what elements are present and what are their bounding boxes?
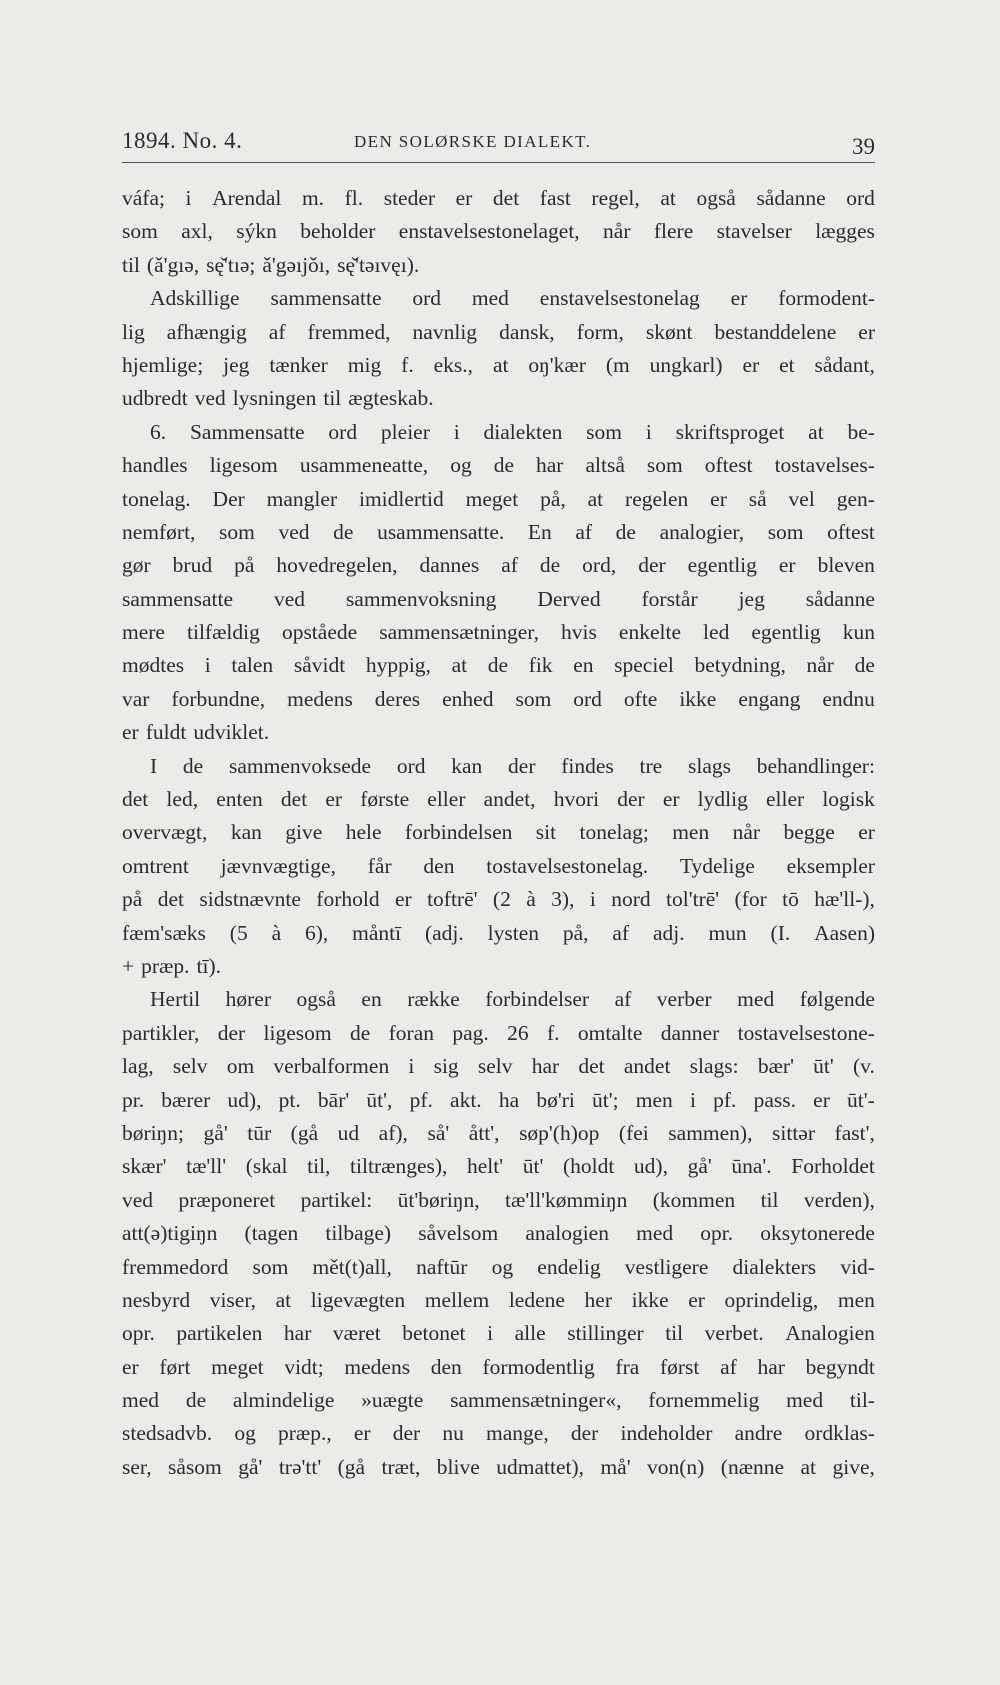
header-title: DEN SOLØRSKE DIALEKT. [354, 132, 592, 151]
text-line: skær' tæ'll' (skal til, tiltrænges), helt' ūt' (holdt ud), gå' ūna'. Forholdet [122, 1154, 875, 1179]
text-line: váfa; i Arendal m. fl. steder er det fast regel, at også sådanne ord [122, 186, 875, 210]
running-header [122, 118, 875, 158]
text-line: stedsadvb. og præp., er der nu mange, der indeholder andre ordklas- [122, 1421, 875, 1446]
text-line: det led, enten det er første eller andet, hvori der er lydlig eller logisk [122, 787, 875, 812]
text-line: overvægt, kan give hele forbindelsen sit tonelag; men når begge er [122, 820, 875, 845]
text-line: til (ǎ'gıə, sę̌'tıə; ǎ'gəıjǒı, sę̌'təıvęı). [122, 252, 420, 277]
text-line: hjemlige; jeg tænker mig f. eks., at oŋ'kær (m ungkarl) er et sådant, [122, 352, 875, 377]
text-line: fæm'sæks (5 à 6), måntī (adj. lysten på, af adj. mun (I. Aasen) [122, 920, 875, 945]
text-line: ved præponeret partikel: ūt'børiŋn, tæ'll'kømmiŋn (kommen til verden), [122, 1187, 875, 1212]
text-line: lag, selv om verbalformen i sig selv har det andet slags: bær' ūt' (v. [122, 1054, 875, 1079]
text-line: mere tilfældig opståede sammensætninger, hvis enkelte led egentlig kun [122, 620, 875, 645]
text-line: med de almindelige »uægte sammensætninger«, fornemmelig med til- [122, 1388, 875, 1413]
text-line: omtrent jævnvægtige, får den tostavelsestonelag. Tydelige eksempler [122, 853, 875, 878]
text-line: tonelag. Der mangler imidlertid meget på, at regelen er så vel gen- [122, 486, 875, 511]
text-line: Hertil hører også en række forbindelser af verber med følgende [150, 987, 875, 1012]
text-line: udbredt ved lysningen til ægteskab. [122, 386, 434, 411]
text-line: på det sidstnævnte forhold er toftrē' (2 à 3), i nord tol'trē' (for tō hæ'll-), [122, 887, 875, 912]
text-line: + præp. tī). [122, 953, 221, 978]
text-line: var forbundne, medens deres enhed som ord ofte ikke engang endnu [122, 686, 875, 711]
text-line: fremmedord som mět(t)all, naftūr og endelig vestligere dialekters vid- [122, 1254, 875, 1279]
text-line: ser, såsom gå' trə'tt' (gå træt, blive udmattet), må' von(n) (nænne at give, [122, 1454, 875, 1479]
text-line: opr. partikelen har været betonet i alle stillinger til verbet. Analogien [122, 1321, 875, 1346]
text-line: nemført, som ved de usammensatte. En af de analogier, som oftest [122, 519, 875, 544]
text-line: sammensatte ved sammenvoksning Derved forstår jeg sådanne [122, 586, 875, 611]
text-line: som axl, sýkn beholder enstavelsestonelaget, når flere stavelser lægges [122, 219, 875, 244]
text-line: lig afhængig af fremmed, navnlig dansk, form, skønt bestanddelene er [122, 319, 875, 344]
text-line: partikler, der ligesom de foran pag. 26 f. omtalte danner tostavelsestone- [122, 1020, 875, 1045]
text-line: er ført meget vidt; medens den formodentlig fra først af har begyndt [122, 1354, 875, 1379]
body-text [122, 182, 875, 1484]
text-line: nesbyrd viser, at ligevægten mellem ledene her ikke er oprindelig, men [122, 1287, 875, 1312]
text-line: gør brud på hovedregelen, dannes af de ord, der egentlig er bleven [122, 553, 875, 578]
text-line: er fuldt udviklet. [122, 720, 270, 745]
text-line: att(ə)tigiŋn (tagen tilbage) såvelsom analogien med opr. oksytonerede [122, 1221, 875, 1246]
text-line: børiŋn; gå' tūr (gå ud af), så' ått', søp'(h)op (fei sammen), sittər fast', [122, 1120, 875, 1145]
text-line: mødtes i talen såvidt hyppig, at de fik en speciel betydning, når de [122, 653, 875, 678]
text-line: I de sammenvoksede ord kan der findes tre slags behandlinger: [150, 753, 875, 778]
text-line: Adskillige sammensatte ord med enstavelsestonelag er formodent- [150, 286, 875, 311]
text-line: handles ligesom usammeneatte, og de har altså som oftest tostavelses- [122, 453, 875, 478]
header-rule [122, 162, 875, 163]
page-number: 39 [852, 134, 875, 159]
text-line: pr. bærer ud), pt. bār' ūt', pf. akt. ha bø'ri ūt'; men i pf. pass. er ūt'- [122, 1087, 875, 1112]
text-line: 6. Sammensatte ord pleier i dialekten som i skriftsproget at be- [150, 419, 875, 444]
header-issue: 1894. No. 4. [122, 128, 243, 153]
